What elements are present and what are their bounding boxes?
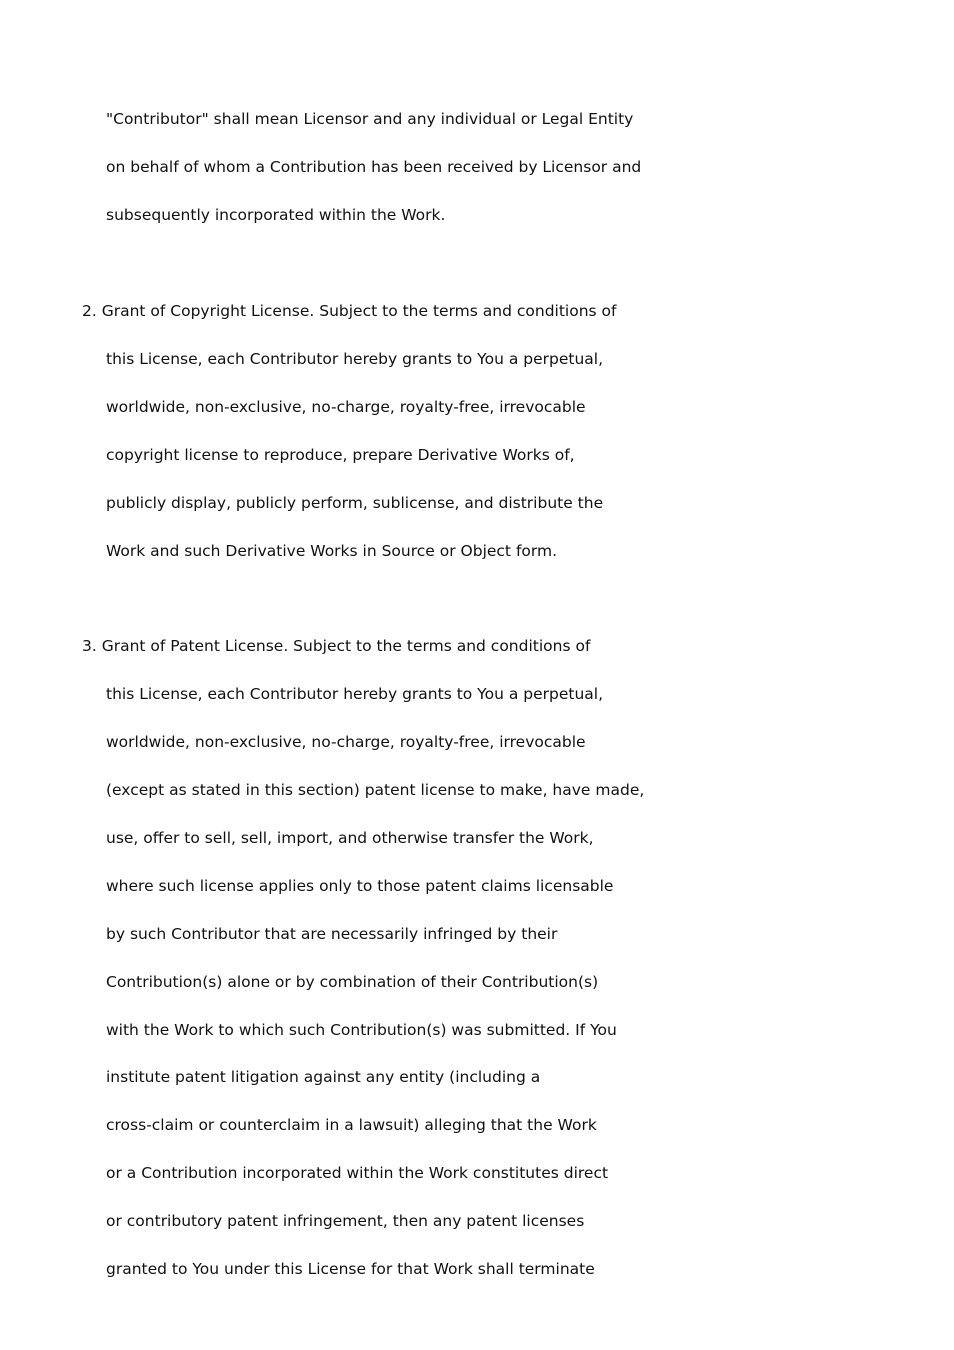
text-line: this License, each Contributor hereby grants to You a perpetual,: [106, 685, 604, 703]
text-line: (except as stated in this section) patent license to make, have made,: [106, 781, 645, 799]
text-line: where such license applies only to those patent claims licensable: [106, 877, 614, 895]
text-line: this License, each Contributor hereby grants to You a perpetual,: [106, 350, 604, 368]
text-line: by such Contributor that are necessarily infringed by their: [106, 925, 558, 943]
text-line: copyright license to reproduce, prepare Derivative Works of,: [106, 446, 575, 464]
section-heading-line: 2. Grant of Copyright License. Subject to the terms and conditions of: [82, 302, 617, 320]
text-line: "Contributor" shall mean Licensor and any individual or Legal Entity: [106, 110, 634, 128]
text-line: use, offer to sell, sell, import, and otherwise transfer the Work,: [106, 829, 594, 847]
text-line: granted to You under this License for that Work shall terminate: [106, 1260, 595, 1278]
text-line: publicly display, publicly perform, sublicense, and distribute the: [106, 494, 604, 512]
text-line: Contribution(s) alone or by combination of their Contribution(s): [106, 973, 599, 991]
text-line: with the Work to which such Contribution(s) was submitted. If You: [106, 1021, 617, 1039]
text-line: worldwide, non-exclusive, no-charge, royalty-free, irrevocable: [106, 398, 586, 416]
text-line: worldwide, non-exclusive, no-charge, royalty-free, irrevocable: [106, 733, 586, 751]
text-line: on behalf of whom a Contribution has been received by Licensor and: [106, 158, 642, 176]
text-line: institute patent litigation against any entity (including a: [106, 1068, 541, 1086]
section-heading-line: 3. Grant of Patent License. Subject to the terms and conditions of: [82, 637, 591, 655]
text-line: subsequently incorporated within the Work.: [106, 206, 446, 224]
text-line: or a Contribution incorporated within the Work constitutes direct: [106, 1164, 609, 1182]
text-line: or contributory patent infringement, then any patent licenses: [106, 1212, 585, 1230]
text-line: cross-claim or counterclaim in a lawsuit) alleging that the Work: [106, 1116, 597, 1134]
text-line: Work and such Derivative Works in Source or Object form.: [106, 542, 558, 560]
